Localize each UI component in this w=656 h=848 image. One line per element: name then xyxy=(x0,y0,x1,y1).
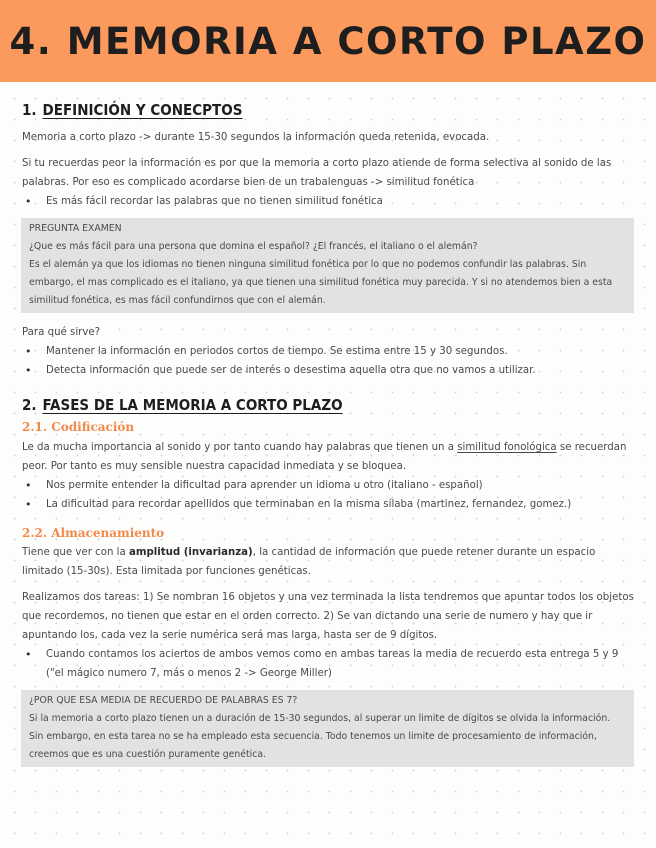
section-1-heading xyxy=(22,100,634,120)
definition-paragraph: Memoria a corto plazo -> durante 15-30 segundos la información queda retenida, evocada. xyxy=(22,132,490,143)
amplitud-term: amplitud (invarianza) xyxy=(128,547,253,558)
codificacion-paragraph xyxy=(22,438,634,476)
section-2-heading xyxy=(22,395,634,415)
section-2 xyxy=(22,395,634,767)
purpose-bullets xyxy=(22,342,634,380)
subsection-almacenamiento-title: 2.2. Almacenamiento xyxy=(22,526,165,540)
tasks-paragraph: Realizamos dos tareas: 1) Se nombran 16 objetos y una vez terminada la lista tendremos que apuntar todos los objetos que recordemos, no tienen que estar en el orden correcto. 2) Se van dictando una serie de numero y hay que ir apuntando los, cada vez la serie numérica será mas larga, hasta ser de 9 dígitos. xyxy=(22,592,634,641)
title-banner xyxy=(0,0,656,82)
list-item: • Cuando contamos los aciertos de ambos vemos como en ambas tareas la media de recuerdo esta entrega 5 y 9 ("el mágico numero 7, más o menos 2 -> George Miller) xyxy=(22,645,634,683)
exam-question-label: PREGUNTA EXAMEN xyxy=(29,223,122,234)
list-item: • Nos permite entender la dificultad para aprender un idioma u otro (italiano - español) xyxy=(22,476,634,495)
list-item: • Detecta información que puede ser de interés o desestima aquella otra que no vamos a utilizar. xyxy=(22,361,634,380)
almacenamiento-text-start: Tiene que ver con la xyxy=(22,547,129,558)
subsection-codificacion-title: 2.1. Codificación xyxy=(22,420,135,434)
list-item: • La dificultad para recordar apellidos que terminaban en la misma sílaba (martinez, fernandez, gomez.) xyxy=(22,495,634,514)
section-2-title: FASES DE LA MEMORIA A CORTO PLAZO xyxy=(42,396,343,414)
section-1-title: DEFINICIÓN Y CONECPTOS xyxy=(42,101,243,119)
exam-answer-text: Es el alemán ya que los idiomas no tienen ninguna similitud fonética por lo que no podemos confundir las palabras. Sin embargo, el mas complicado es el italiano, ya que tienen una similitud fonética muy parecida. Y si no atendemos bien a esta similitud fonética, es mas fácil confundirnos que con el alemán. xyxy=(29,259,613,306)
section-1-number: 1. xyxy=(22,101,37,119)
codificacion-text-end: se recuerdan peor. Por tanto es muy sensible nuestra capacidad inmediata y se bloquea. xyxy=(22,442,627,472)
page-title: 4. MEMORIA A CORTO PLAZO xyxy=(9,19,647,63)
purpose-heading: Para qué sirve? xyxy=(22,327,101,338)
section-2-number: 2. xyxy=(22,396,37,414)
section-1 xyxy=(22,100,634,380)
exam-question-text: ¿Que es más fácil para una persona que domina el español? ¿El francés, el italiano o el alemán? xyxy=(29,241,478,252)
memory-span-question-label: ¿POR QUE ESA MEDIA DE RECUERDO DE PALABRAS ES 7? xyxy=(29,695,298,706)
codificacion-bullets xyxy=(22,476,634,514)
exam-question-box xyxy=(21,218,634,313)
almacenamiento-paragraph xyxy=(22,543,634,581)
list-item: • Es más fácil recordar las palabras que no tienen similitud fonética xyxy=(22,192,634,211)
tasks-bullets xyxy=(22,645,634,683)
document-body xyxy=(22,100,634,767)
codificacion-underlined-term: similitud fonológica xyxy=(457,442,557,453)
phonetic-bullets xyxy=(22,192,634,211)
list-item: • Mantener la información en periodos cortos de tiempo. Se estima entre 15 y 30 segundos. xyxy=(22,342,634,361)
memory-span-question-box xyxy=(21,690,634,767)
almacenamiento-text-end: , la cantidad de información que puede retener durante un espacio limitado (15-30s). Esta limitada por funciones genéticas. xyxy=(22,547,596,577)
memory-span-answer-text: Si la memoria a corto plazo tienen un a duración de 15-30 segundos, al superar un limite de dígitos se olvida la información. Sin embargo, en esta tarea no se ha empleado esta secuencia. Todo tenemos un limite de procesamiento de información, creemos que es una cuestión puramente genética. xyxy=(29,713,611,760)
phonetic-paragraph: Si tu recuerdas peor la información es por que la memoria a corto plazo atiende de forma selectiva al sonido de las palabras. Por eso es complicado acordarse bien de un trabalenguas -> similitud fonética xyxy=(22,158,612,188)
codificacion-text-start: Le da mucha importancia al sonido y por tanto cuando hay palabras que tienen un a xyxy=(22,442,458,453)
